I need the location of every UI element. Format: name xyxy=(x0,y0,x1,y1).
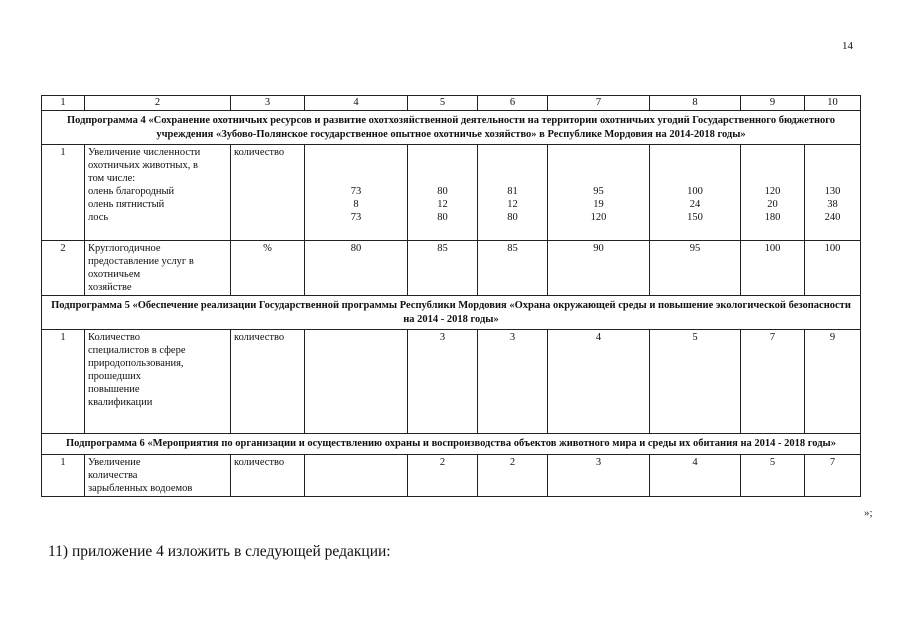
column-number: 2 xyxy=(85,96,231,111)
indicator-line: прошедших xyxy=(88,371,142,382)
footer-paragraph: 11) приложение 4 изложить в следующей редакции: xyxy=(48,543,391,560)
value: 80 xyxy=(350,243,362,254)
indicator-row xyxy=(42,330,861,434)
value xyxy=(411,146,474,159)
row-number: 2 xyxy=(42,241,85,296)
indicators-table xyxy=(41,95,861,497)
value: 95 xyxy=(593,186,604,197)
value xyxy=(411,159,474,172)
indicator-line: Увеличение xyxy=(88,456,141,468)
indicator-line: охотничьем xyxy=(88,269,141,280)
column-number: 1 xyxy=(42,96,85,111)
value: 4 xyxy=(692,456,698,468)
value: 90 xyxy=(593,243,604,254)
value: 5 xyxy=(692,332,698,343)
value xyxy=(653,146,737,159)
value: 2 xyxy=(439,456,446,468)
year-value-cell xyxy=(478,145,548,241)
subprogram-header-row xyxy=(42,111,861,145)
value xyxy=(481,159,544,172)
indicator-line: повышение xyxy=(88,384,140,395)
indicator-line: специалистов в сфере xyxy=(88,345,186,356)
value xyxy=(808,172,857,185)
value xyxy=(308,159,404,172)
unit-of-measure: % xyxy=(231,241,305,296)
value xyxy=(308,456,404,469)
value: 3 xyxy=(509,332,516,343)
indicator-line: Количество xyxy=(88,332,141,343)
value: 12 xyxy=(437,199,448,210)
value: 100 xyxy=(824,243,841,254)
column-number: 5 xyxy=(408,96,478,111)
subprogram-header-row xyxy=(42,434,861,455)
indicator-line: природопользования, xyxy=(88,358,184,369)
value: 73 xyxy=(350,212,362,223)
column-number: 8 xyxy=(650,96,741,111)
indicator-name xyxy=(85,241,231,296)
indicator-line: Круглогодичное xyxy=(88,243,161,254)
value: 2 xyxy=(509,456,516,468)
value xyxy=(308,146,404,159)
year-value-cell xyxy=(650,241,741,296)
subprogram-title: Подпрограмма 5 «Обеспечение реализации Государственной программы Республики Мордовия «Охрана окружающей среды и повышение экологической безопасности на 2014 - 2018 годы» xyxy=(42,296,861,330)
column-number: 6 xyxy=(478,96,548,111)
unit-of-measure: количество xyxy=(231,145,305,241)
indicator-row xyxy=(42,454,861,496)
column-number-row xyxy=(42,96,861,111)
value xyxy=(551,146,646,159)
value: 80 xyxy=(437,212,448,223)
year-value-cell xyxy=(741,241,805,296)
year-value-cell xyxy=(478,454,548,496)
value xyxy=(551,159,646,172)
year-value-cell xyxy=(650,145,741,241)
value xyxy=(308,331,404,344)
value: 20 xyxy=(767,199,778,210)
table-closing-quote: »; xyxy=(864,507,873,519)
indicator-line: олень пятнистый xyxy=(88,199,165,210)
year-value-cell xyxy=(805,454,861,496)
value: 24 xyxy=(689,199,701,210)
year-value-cell xyxy=(548,330,650,434)
value: 130 xyxy=(824,186,841,197)
subprogram-title: Подпрограмма 4 «Сохранение охотничьих ресурсов и развитие охотхозяйственной деятельности на территории охотничьих угодий Государственного бюджетного учреждения «Зубово-Полянское государственное опытное охотничье хозяйство» в Республике Мордовия на 2014-2018 годы» xyxy=(42,111,861,145)
value: 7 xyxy=(829,456,836,468)
year-value-cell xyxy=(305,330,408,434)
year-value-cell xyxy=(408,145,478,241)
value: 3 xyxy=(595,456,602,468)
value xyxy=(808,159,857,172)
value: 3 xyxy=(439,332,446,343)
value xyxy=(411,172,474,185)
row-number: 1 xyxy=(42,454,85,496)
value: 95 xyxy=(689,243,701,254)
value xyxy=(744,172,801,185)
page-number: 14 xyxy=(842,40,853,52)
value xyxy=(308,172,404,185)
row-number: 1 xyxy=(42,145,85,241)
year-value-cell xyxy=(408,330,478,434)
year-value-cell xyxy=(741,330,805,434)
value: 4 xyxy=(595,332,602,343)
year-value-cell xyxy=(478,330,548,434)
column-number: 7 xyxy=(548,96,650,111)
year-value-cell xyxy=(650,454,741,496)
year-value-cell xyxy=(548,241,650,296)
value xyxy=(653,159,737,172)
indicator-line: хозяйстве xyxy=(88,282,132,293)
value: 85 xyxy=(437,243,448,254)
value xyxy=(551,172,646,185)
row-number: 1 xyxy=(42,330,85,434)
indicator-row xyxy=(42,145,861,241)
column-number: 10 xyxy=(805,96,861,111)
indicator-line: том числе: xyxy=(88,173,136,184)
indicator-line: зарыбленных водоемов xyxy=(88,482,193,494)
value xyxy=(653,172,737,185)
value xyxy=(744,146,801,159)
year-value-cell xyxy=(741,454,805,496)
value: 180 xyxy=(764,212,781,223)
subprogram-title: Подпрограмма 6 «Мероприятия по организации и осуществлению охраны и воспроизводства объектов животного мира и среды их обитания на 2014 - 2018 годы» xyxy=(42,434,861,455)
indicator-name xyxy=(85,454,231,496)
unit-of-measure: количество xyxy=(231,454,305,496)
year-value-cell xyxy=(478,241,548,296)
value: 100 xyxy=(687,186,703,197)
value: 19 xyxy=(593,199,604,210)
column-number: 4 xyxy=(305,96,408,111)
year-value-cell xyxy=(650,330,741,434)
year-value-cell xyxy=(305,454,408,496)
value: 8 xyxy=(353,199,359,210)
value: 120 xyxy=(764,186,781,197)
indicator-name xyxy=(85,145,231,241)
indicator-row xyxy=(42,241,861,296)
value xyxy=(808,146,857,159)
value: 100 xyxy=(764,243,781,254)
indicator-line: предоставление услуг в xyxy=(88,256,194,267)
year-value-cell xyxy=(805,241,861,296)
indicator-line: лось xyxy=(88,212,109,223)
value: 5 xyxy=(769,456,776,468)
value: 80 xyxy=(437,186,448,197)
year-value-cell xyxy=(305,145,408,241)
indicator-name xyxy=(85,330,231,434)
value: 120 xyxy=(590,212,607,223)
year-value-cell xyxy=(548,145,650,241)
indicator-line: охотничьих животных, в xyxy=(88,160,198,171)
year-value-cell xyxy=(741,145,805,241)
value xyxy=(481,146,544,159)
value xyxy=(481,172,544,185)
column-number: 9 xyxy=(741,96,805,111)
year-value-cell xyxy=(548,454,650,496)
indicator-line: количества xyxy=(88,469,138,481)
value: 85 xyxy=(507,243,518,254)
value: 9 xyxy=(829,332,836,343)
indicator-line: олень благородный xyxy=(88,186,175,197)
year-value-cell xyxy=(805,145,861,241)
column-number: 3 xyxy=(231,96,305,111)
year-value-cell xyxy=(408,241,478,296)
value: 80 xyxy=(507,212,518,223)
value: 7 xyxy=(769,332,776,343)
value: 38 xyxy=(827,199,838,210)
indicator-line: квалификации xyxy=(88,397,153,408)
year-value-cell xyxy=(305,241,408,296)
value: 81 xyxy=(507,186,518,197)
value: 12 xyxy=(507,199,518,210)
value: 73 xyxy=(350,186,362,197)
value xyxy=(744,159,801,172)
unit-of-measure: количество xyxy=(231,330,305,434)
value: 240 xyxy=(824,212,841,223)
year-value-cell xyxy=(805,330,861,434)
indicator-line: Увеличение численности xyxy=(88,147,201,158)
year-value-cell xyxy=(408,454,478,496)
subprogram-header-row xyxy=(42,296,861,330)
value: 150 xyxy=(687,212,703,223)
